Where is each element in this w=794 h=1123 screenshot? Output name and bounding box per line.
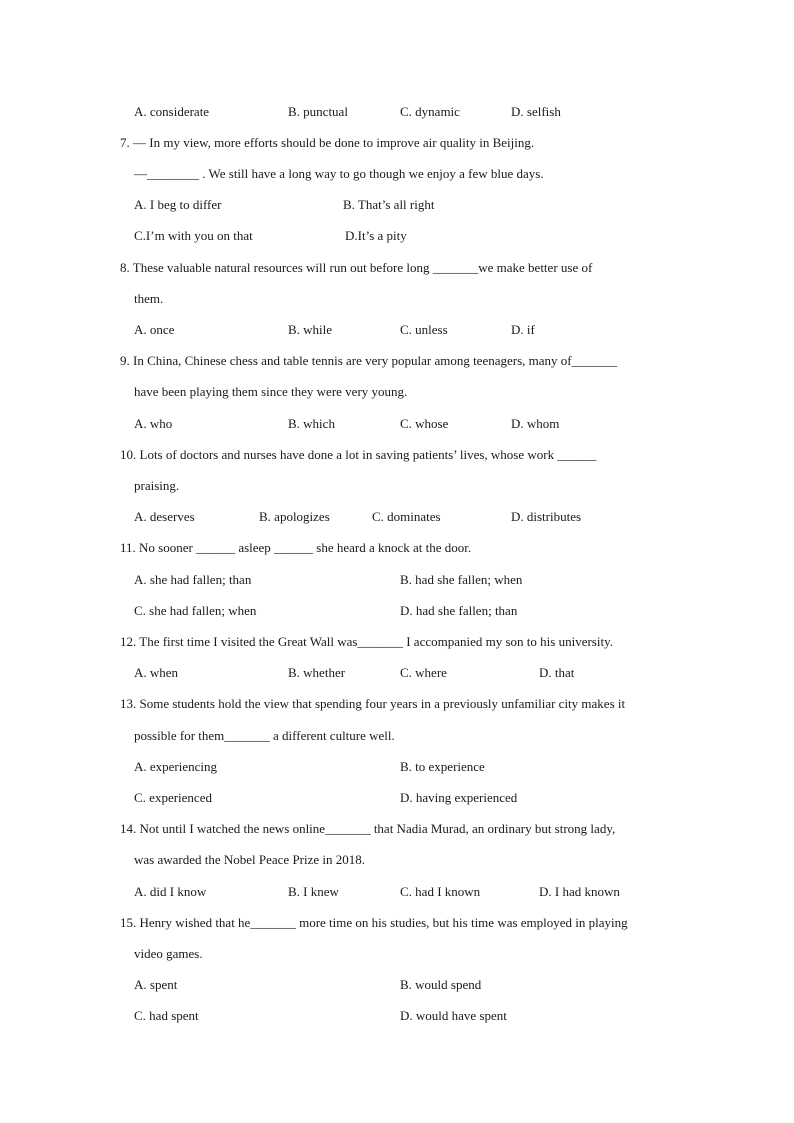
q10-option-c: C. dominates [372, 509, 441, 524]
q10-stem-line2: praising. [134, 478, 180, 493]
q8-option-d: D. if [511, 322, 535, 337]
q7-option-a: A. I beg to differ [134, 197, 222, 212]
q14-stem-line2: was awarded the Nobel Peace Prize in 2018. [134, 852, 366, 867]
q6-option-b: B. punctual [288, 104, 348, 119]
q7-stem-line2: —________ . We still have a long way to go though we enjoy a few blue days. [134, 166, 544, 181]
q8-stem-line1: 8. These valuable natural resources will run out before long _______we make better use of [120, 260, 593, 275]
q8-option-b: B. while [288, 322, 333, 337]
q13-option-b: B. to experience [400, 759, 485, 774]
q10-option-d: D. distributes [511, 509, 582, 524]
q15-option-c: C. had spent [134, 1008, 199, 1023]
q10-stem-line1: 10. Lots of doctors and nurses have done a lot in saving patients’ lives, whose work ______ [120, 447, 597, 462]
q6-option-d: D. selfish [511, 104, 561, 119]
q14-stem-line1: 14. Not until I watched the news online_______ that Nadia Murad, an ordinary but strong lady, [120, 821, 616, 836]
q6-option-a: A. considerate [134, 104, 210, 119]
q13-stem-line2: possible for them_______ a different culture well. [134, 728, 395, 743]
q9-stem-line1: 9. In China, Chinese chess and table tennis are very popular among teenagers, many of_______ [120, 353, 618, 368]
q12-option-b: B. whether [288, 665, 346, 680]
q13-option-d: D. having experienced [400, 790, 518, 805]
q15-option-d: D. would have spent [400, 1008, 507, 1023]
q14-option-b: B. I knew [288, 884, 339, 899]
q7-option-b: B. That’s all right [343, 197, 435, 212]
q9-option-d: D. whom [511, 416, 560, 431]
q8-option-c: C. unless [400, 322, 448, 337]
q9-option-c: C. whose [400, 416, 449, 431]
q9-option-a: A. who [134, 416, 173, 431]
q12-option-c: C. where [400, 665, 447, 680]
q12-option-d: D. that [539, 665, 575, 680]
q12-option-a: A. when [134, 665, 179, 680]
q15-stem-line1: 15. Henry wished that he_______ more time on his studies, but his time was employed in playing [120, 915, 628, 930]
q13-stem-line1: 13. Some students hold the view that spending four years in a previously unfamiliar city makes it [120, 696, 626, 711]
q15-option-a: A. spent [134, 977, 178, 992]
q14-option-d: D. I had known [539, 884, 620, 899]
q8-option-a: A. once [134, 322, 175, 337]
q7-option-d: D.It’s a pity [345, 228, 407, 243]
q7-option-c: C.I’m with you on that [134, 228, 253, 243]
q6-option-c: C. dynamic [400, 104, 460, 119]
q11-option-c: C. she had fallen; when [134, 603, 257, 618]
q13-option-a: A. experiencing [134, 759, 218, 774]
q11-option-a: A. she had fallen; than [134, 572, 252, 587]
q9-option-b: B. which [288, 416, 335, 431]
q14-option-a: A. did I know [134, 884, 207, 899]
q7-stem-line1: 7. — In my view, more efforts should be done to improve air quality in Beijing. [120, 135, 535, 150]
q10-option-a: A. deserves [134, 509, 195, 524]
q10-option-b: B. apologizes [259, 509, 330, 524]
q9-stem-line2: have been playing them since they were very young. [134, 384, 408, 399]
q11-option-d: D. had she fallen; than [400, 603, 518, 618]
q15-option-b: B. would spend [400, 977, 482, 992]
q13-option-c: C. experienced [134, 790, 212, 805]
q12-stem-line1: 12. The first time I visited the Great Wall was_______ I accompanied my son to his university. [120, 634, 613, 649]
q8-stem-line2: them. [134, 291, 164, 306]
q14-option-c: C. had I known [400, 884, 481, 899]
q11-stem-line1: 11. No sooner ______ asleep ______ she heard a knock at the door. [120, 540, 472, 555]
q11-option-b: B. had she fallen; when [400, 572, 523, 587]
q15-stem-line2: video games. [134, 946, 203, 961]
